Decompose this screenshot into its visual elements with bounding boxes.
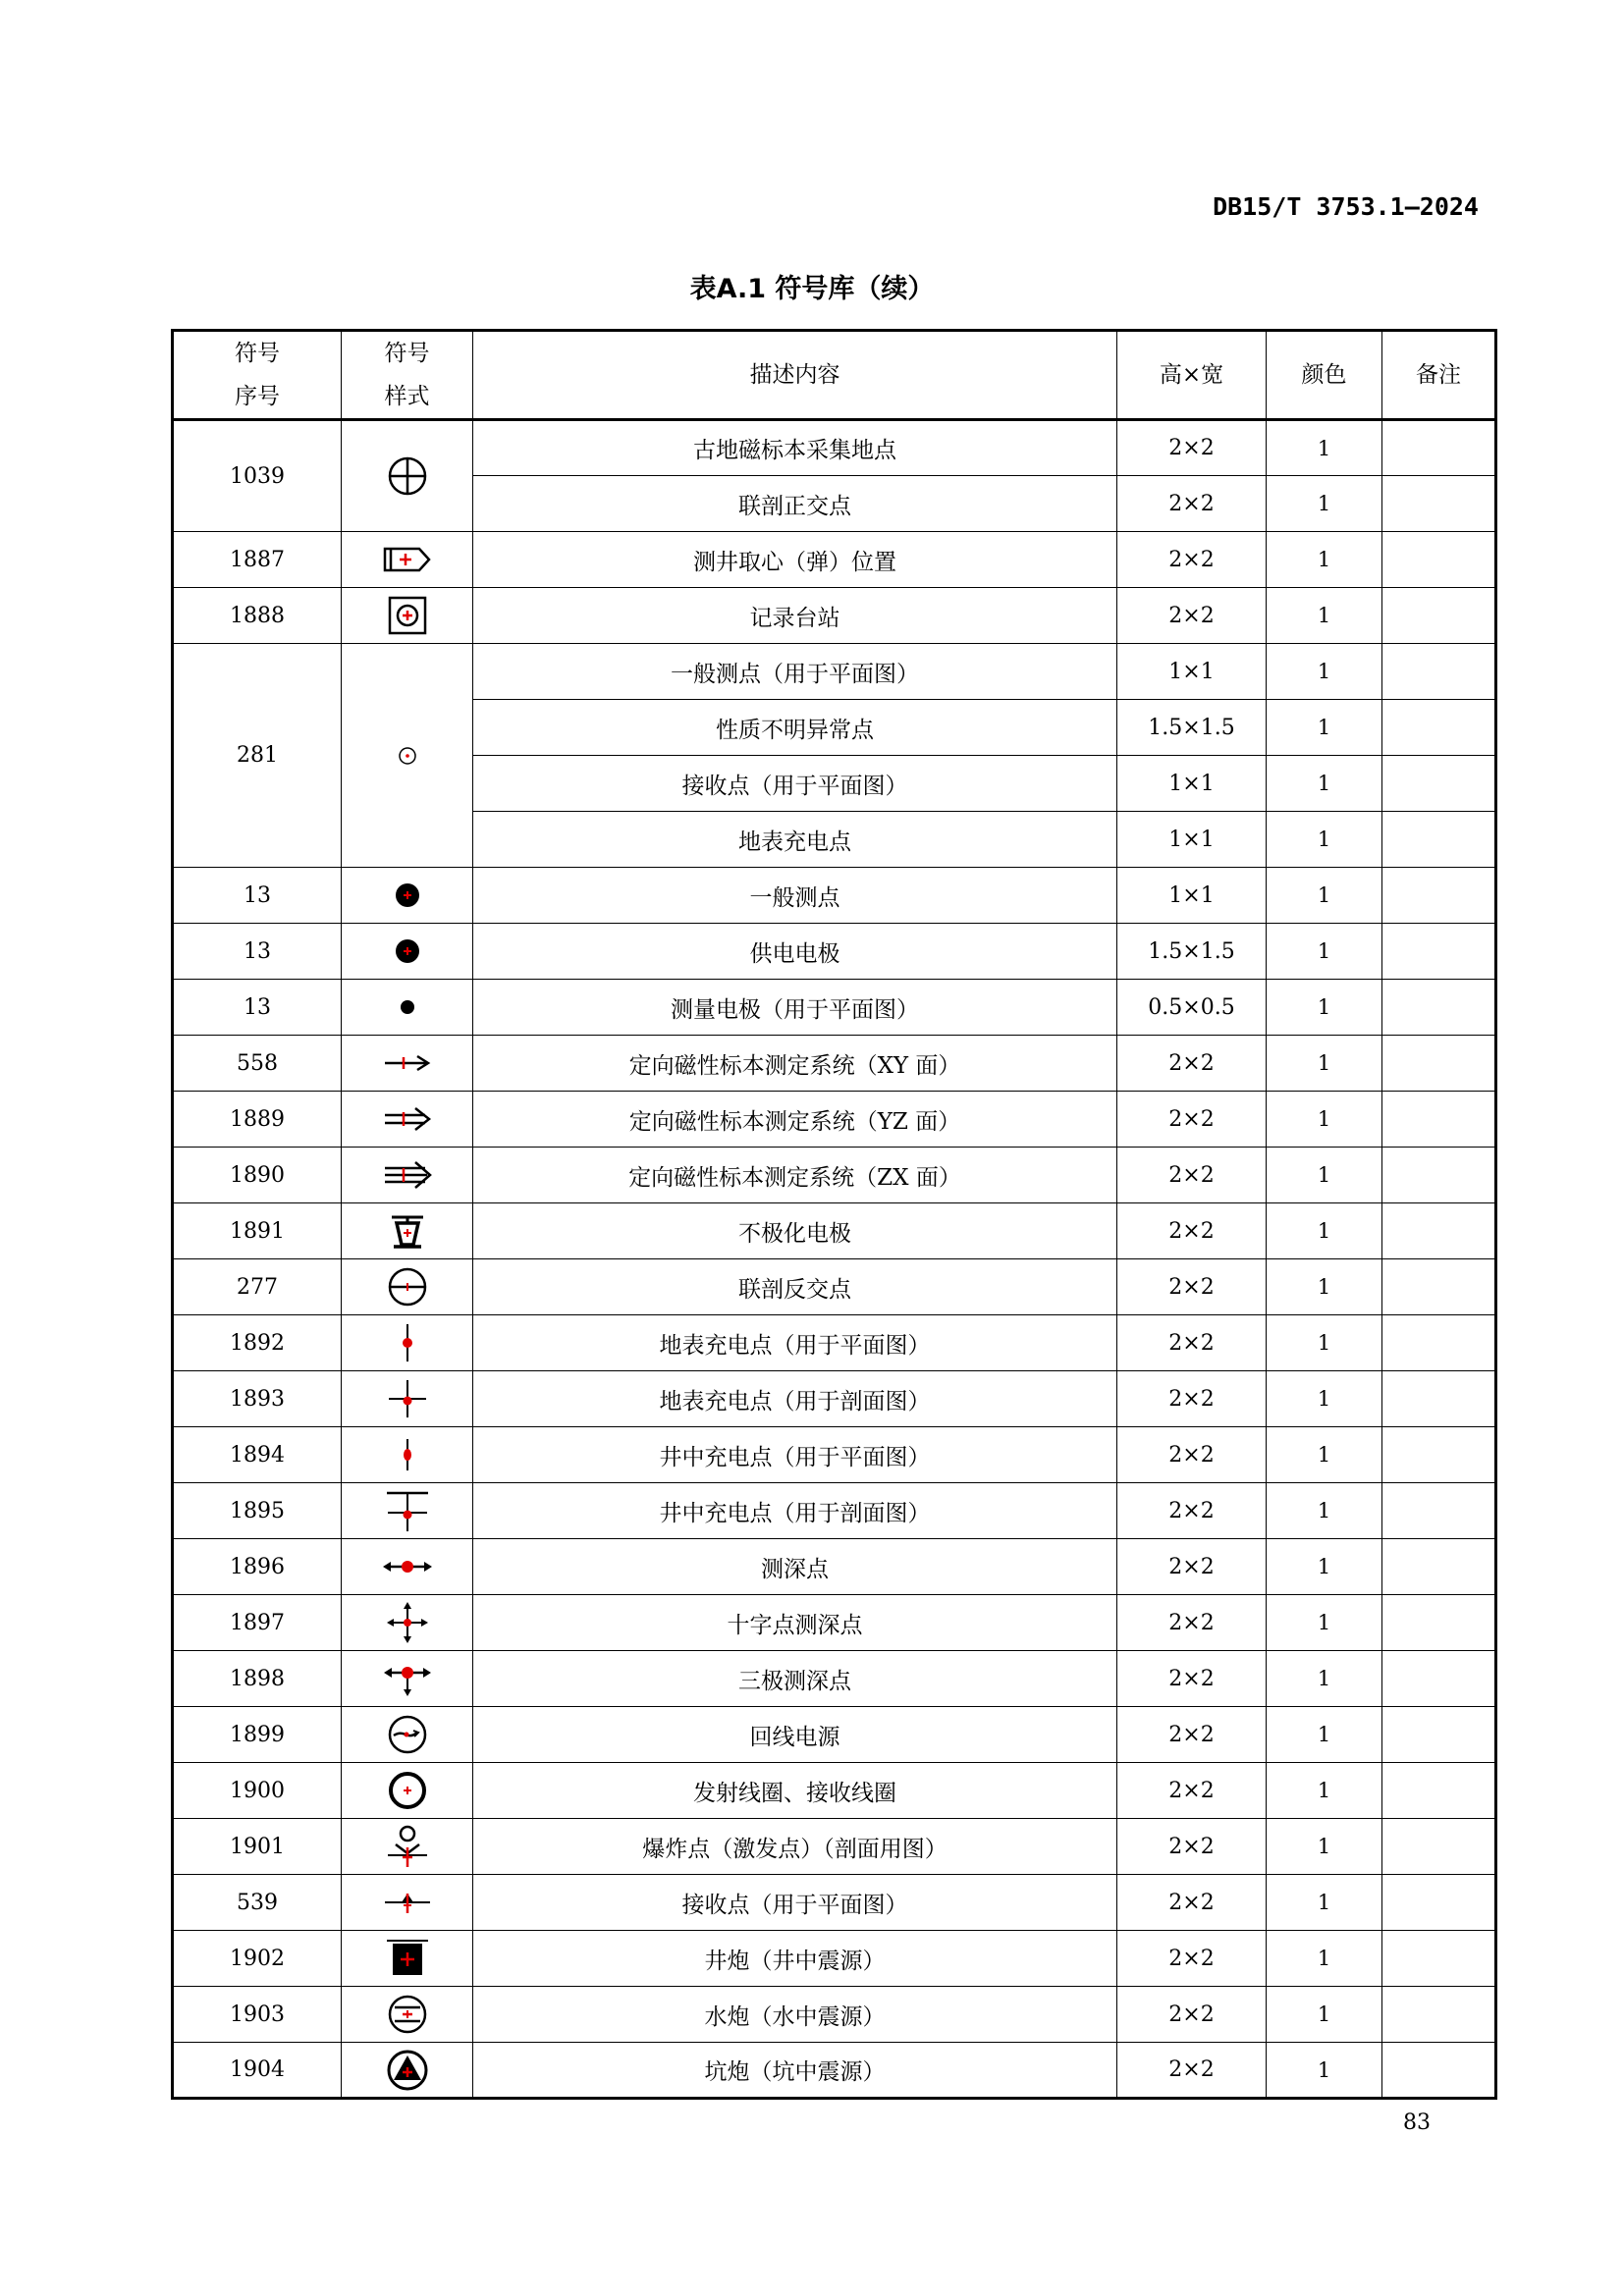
page-number: 83 bbox=[1403, 2110, 1431, 2135]
recording-station-icon bbox=[387, 595, 428, 636]
document-code: DB15/T 3753.1—2024 bbox=[1213, 192, 1479, 221]
description: 地表充电点（用于平面图） bbox=[473, 1315, 1117, 1371]
size: 2×2 bbox=[1117, 1987, 1267, 2043]
table-row bbox=[173, 1651, 1496, 1707]
size: 2×2 bbox=[1117, 420, 1267, 476]
symbol-number: 1888 bbox=[173, 588, 342, 644]
header-symbol-style: 符号 样式 bbox=[342, 331, 473, 420]
note bbox=[1382, 532, 1496, 588]
size: 2×2 bbox=[1117, 1203, 1267, 1259]
size: 1.5×1.5 bbox=[1117, 924, 1267, 980]
color-code: 1 bbox=[1267, 1595, 1382, 1651]
note bbox=[1382, 476, 1496, 532]
table-title: 表A.1 符号库（续） bbox=[689, 274, 935, 304]
size: 1×1 bbox=[1117, 812, 1267, 868]
description: 供电电极 bbox=[473, 924, 1117, 980]
symbol-style-cell bbox=[342, 1148, 473, 1203]
color-code: 1 bbox=[1267, 1203, 1382, 1259]
note bbox=[1382, 1036, 1496, 1092]
description: 井中充电点（用于平面图） bbox=[473, 1427, 1117, 1483]
symbol-style-cell bbox=[342, 420, 473, 532]
symbol-number: 1887 bbox=[173, 532, 342, 588]
core-orientation-icon bbox=[382, 545, 433, 574]
color-code: 1 bbox=[1267, 1092, 1382, 1148]
note bbox=[1382, 1595, 1496, 1651]
explosion-point-icon bbox=[384, 1824, 431, 1869]
symbol-style-cell bbox=[342, 1036, 473, 1092]
description: 地表充电点 bbox=[473, 812, 1117, 868]
table-row bbox=[173, 868, 1496, 924]
symbol-number: 281 bbox=[173, 644, 342, 868]
color-code: 1 bbox=[1267, 1259, 1382, 1315]
note bbox=[1382, 1707, 1496, 1763]
sounding-point-icon bbox=[381, 1556, 434, 1577]
small-filled-dot-icon bbox=[398, 997, 417, 1017]
table-row bbox=[173, 1987, 1496, 2043]
single-arrow-icon bbox=[382, 1051, 433, 1075]
size: 0.5×0.5 bbox=[1117, 980, 1267, 1036]
note bbox=[1382, 1987, 1496, 2043]
description: 发射线圈、接收线圈 bbox=[473, 1763, 1117, 1819]
symbol-number: 1891 bbox=[173, 1203, 342, 1259]
loop-source-icon bbox=[386, 1713, 429, 1756]
symbol-style-cell bbox=[342, 1595, 473, 1651]
header-color: 颜色 bbox=[1267, 331, 1382, 420]
symbol-style-cell bbox=[342, 1819, 473, 1875]
symbol-number: 558 bbox=[173, 1036, 342, 1092]
table-row bbox=[173, 1371, 1496, 1427]
symbol-number: 1902 bbox=[173, 1931, 342, 1987]
symbol-style-cell bbox=[342, 1259, 473, 1315]
description: 水炮（水中震源） bbox=[473, 1987, 1117, 2043]
symbol-style-cell bbox=[342, 532, 473, 588]
symbol-style-cell bbox=[342, 1092, 473, 1148]
header-symbol-number: 符号 序号 bbox=[173, 331, 342, 420]
symbol-style-cell bbox=[342, 1539, 473, 1595]
description: 地表充电点（用于剖面图） bbox=[473, 1371, 1117, 1427]
description: 古地磁标本采集地点 bbox=[473, 420, 1117, 476]
symbol-style-cell bbox=[342, 588, 473, 644]
size: 2×2 bbox=[1117, 2043, 1267, 2099]
color-code: 1 bbox=[1267, 1427, 1382, 1483]
table-row bbox=[173, 924, 1496, 980]
description: 测量电极（用于平面图） bbox=[473, 980, 1117, 1036]
note bbox=[1382, 420, 1496, 476]
description: 性质不明异常点 bbox=[473, 700, 1117, 756]
table-row bbox=[173, 1875, 1496, 1931]
vertical-charge-point-icon bbox=[398, 1321, 417, 1364]
color-code: 1 bbox=[1267, 1371, 1382, 1427]
symbol-number: 1890 bbox=[173, 1148, 342, 1203]
size: 2×2 bbox=[1117, 1763, 1267, 1819]
size: 2×2 bbox=[1117, 588, 1267, 644]
description: 定向磁性标本测定系统（XY 面） bbox=[473, 1036, 1117, 1092]
table-row bbox=[173, 1483, 1496, 1539]
description: 爆炸点（激发点）（剖面用图） bbox=[473, 1819, 1117, 1875]
tripole-sounding-icon bbox=[382, 1659, 433, 1698]
symbol-number: 1039 bbox=[173, 420, 342, 532]
note bbox=[1382, 1203, 1496, 1259]
header-description: 描述内容 bbox=[473, 331, 1117, 420]
note bbox=[1382, 980, 1496, 1036]
size: 2×2 bbox=[1117, 1483, 1267, 1539]
color-code: 1 bbox=[1267, 1651, 1382, 1707]
cross-charge-point-icon bbox=[386, 1377, 429, 1420]
note bbox=[1382, 1371, 1496, 1427]
size: 2×2 bbox=[1117, 1595, 1267, 1651]
header-note: 备注 bbox=[1382, 331, 1496, 420]
table-row bbox=[173, 644, 1496, 700]
note bbox=[1382, 644, 1496, 700]
color-code: 1 bbox=[1267, 1819, 1382, 1875]
size: 2×2 bbox=[1117, 1259, 1267, 1315]
size: 2×2 bbox=[1117, 1092, 1267, 1148]
description: 接收点（用于平面图） bbox=[473, 1875, 1117, 1931]
filled-dot-icon bbox=[393, 936, 422, 966]
well-charge-plan-icon bbox=[398, 1435, 417, 1474]
pit-shot-icon bbox=[385, 2048, 430, 2093]
note bbox=[1382, 1931, 1496, 1987]
note bbox=[1382, 1651, 1496, 1707]
description: 回线电源 bbox=[473, 1707, 1117, 1763]
symbol-number: 13 bbox=[173, 980, 342, 1036]
color-code: 1 bbox=[1267, 1483, 1382, 1539]
circle-horizontal-line-icon bbox=[386, 1265, 429, 1308]
size: 2×2 bbox=[1117, 1427, 1267, 1483]
symbol-style-cell bbox=[342, 868, 473, 924]
size: 2×2 bbox=[1117, 532, 1267, 588]
symbol-style-cell bbox=[342, 1315, 473, 1371]
well-shot-icon bbox=[385, 1937, 430, 1980]
symbol-number: 1893 bbox=[173, 1371, 342, 1427]
symbol-number: 13 bbox=[173, 868, 342, 924]
coil-icon bbox=[386, 1769, 429, 1812]
table-row bbox=[173, 1427, 1496, 1483]
note bbox=[1382, 1427, 1496, 1483]
symbol-style-cell bbox=[342, 1203, 473, 1259]
note bbox=[1382, 1259, 1496, 1315]
note bbox=[1382, 1092, 1496, 1148]
size: 2×2 bbox=[1117, 1875, 1267, 1931]
color-code: 1 bbox=[1267, 812, 1382, 868]
table-row bbox=[173, 1148, 1496, 1203]
symbol-number: 1894 bbox=[173, 1427, 342, 1483]
symbol-number: 1904 bbox=[173, 2043, 342, 2099]
color-code: 1 bbox=[1267, 644, 1382, 700]
description: 定向磁性标本测定系统（ZX 面） bbox=[473, 1148, 1117, 1203]
symbol-number: 1895 bbox=[173, 1483, 342, 1539]
note bbox=[1382, 812, 1496, 868]
note bbox=[1382, 1483, 1496, 1539]
description: 不极化电极 bbox=[473, 1203, 1117, 1259]
size: 2×2 bbox=[1117, 1707, 1267, 1763]
description: 坑炮（坑中震源） bbox=[473, 2043, 1117, 2099]
table-row bbox=[173, 1036, 1496, 1092]
table-row bbox=[173, 1203, 1496, 1259]
table-row bbox=[173, 2043, 1496, 2099]
receiver-point-icon bbox=[382, 1888, 433, 1917]
table-row bbox=[173, 532, 1496, 588]
table-row bbox=[173, 420, 1496, 476]
symbol-number: 13 bbox=[173, 924, 342, 980]
symbol-number: 1897 bbox=[173, 1595, 342, 1651]
symbol-number: 1903 bbox=[173, 1987, 342, 2043]
note bbox=[1382, 588, 1496, 644]
color-code: 1 bbox=[1267, 700, 1382, 756]
symbol-style-cell bbox=[342, 1651, 473, 1707]
description: 定向磁性标本测定系统（YZ 面） bbox=[473, 1092, 1117, 1148]
color-code: 1 bbox=[1267, 1036, 1382, 1092]
symbol-style-cell bbox=[342, 924, 473, 980]
small-dot-circle-icon bbox=[396, 744, 419, 768]
size: 2×2 bbox=[1117, 476, 1267, 532]
size: 2×2 bbox=[1117, 1315, 1267, 1371]
symbol-style-cell bbox=[342, 1707, 473, 1763]
table-row bbox=[173, 1763, 1496, 1819]
triple-arrow-icon bbox=[382, 1160, 433, 1190]
color-code: 1 bbox=[1267, 476, 1382, 532]
symbol-style-cell bbox=[342, 2043, 473, 2099]
description: 一般测点 bbox=[473, 868, 1117, 924]
note bbox=[1382, 1539, 1496, 1595]
color-code: 1 bbox=[1267, 1875, 1382, 1931]
description: 一般测点（用于平面图） bbox=[473, 644, 1117, 700]
symbol-style-cell bbox=[342, 1875, 473, 1931]
description: 三极测深点 bbox=[473, 1651, 1117, 1707]
note bbox=[1382, 1875, 1496, 1931]
cross-sounding-point-icon bbox=[385, 1600, 430, 1645]
note bbox=[1382, 868, 1496, 924]
color-code: 1 bbox=[1267, 2043, 1382, 2099]
color-code: 1 bbox=[1267, 1987, 1382, 2043]
description: 接收点（用于平面图） bbox=[473, 756, 1117, 812]
symbol-number: 1892 bbox=[173, 1315, 342, 1371]
size: 2×2 bbox=[1117, 1539, 1267, 1595]
note bbox=[1382, 1763, 1496, 1819]
symbol-number: 1898 bbox=[173, 1651, 342, 1707]
symbol-number: 539 bbox=[173, 1875, 342, 1931]
table-row bbox=[173, 1707, 1496, 1763]
table-header-row bbox=[173, 331, 1496, 420]
table-row bbox=[173, 588, 1496, 644]
description: 联剖正交点 bbox=[473, 476, 1117, 532]
size: 2×2 bbox=[1117, 1931, 1267, 1987]
description: 联剖反交点 bbox=[473, 1259, 1117, 1315]
color-code: 1 bbox=[1267, 1148, 1382, 1203]
color-code: 1 bbox=[1267, 756, 1382, 812]
size: 2×2 bbox=[1117, 1819, 1267, 1875]
table-row bbox=[173, 1259, 1496, 1315]
description: 测井取心（弹）位置 bbox=[473, 532, 1117, 588]
circle-crosshair-icon bbox=[386, 454, 429, 498]
note bbox=[1382, 1148, 1496, 1203]
symbol-library-table bbox=[171, 329, 1497, 2100]
color-code: 1 bbox=[1267, 1707, 1382, 1763]
header-size: 高×宽 bbox=[1117, 331, 1267, 420]
symbol-number: 1889 bbox=[173, 1092, 342, 1148]
double-arrow-icon bbox=[382, 1105, 433, 1133]
color-code: 1 bbox=[1267, 924, 1382, 980]
symbol-style-cell bbox=[342, 1483, 473, 1539]
symbol-number: 1899 bbox=[173, 1707, 342, 1763]
well-charge-section-icon bbox=[384, 1488, 431, 1533]
symbol-style-cell bbox=[342, 1987, 473, 2043]
size: 2×2 bbox=[1117, 1036, 1267, 1092]
table-row bbox=[173, 1092, 1496, 1148]
description: 测深点 bbox=[473, 1539, 1117, 1595]
description: 井炮（井中震源） bbox=[473, 1931, 1117, 1987]
color-code: 1 bbox=[1267, 980, 1382, 1036]
symbol-number: 277 bbox=[173, 1259, 342, 1315]
note bbox=[1382, 1819, 1496, 1875]
filled-dot-icon bbox=[393, 881, 422, 910]
note bbox=[1382, 2043, 1496, 2099]
symbol-style-cell bbox=[342, 1931, 473, 1987]
symbol-number: 1896 bbox=[173, 1539, 342, 1595]
water-shot-icon bbox=[386, 1993, 429, 2036]
table-row bbox=[173, 1819, 1496, 1875]
description: 记录台站 bbox=[473, 588, 1117, 644]
color-code: 1 bbox=[1267, 588, 1382, 644]
size: 1×1 bbox=[1117, 644, 1267, 700]
symbol-number: 1900 bbox=[173, 1763, 342, 1819]
symbol-number: 1901 bbox=[173, 1819, 342, 1875]
color-code: 1 bbox=[1267, 868, 1382, 924]
note bbox=[1382, 756, 1496, 812]
table-row bbox=[173, 1315, 1496, 1371]
size: 1×1 bbox=[1117, 756, 1267, 812]
size: 2×2 bbox=[1117, 1371, 1267, 1427]
color-code: 1 bbox=[1267, 1539, 1382, 1595]
symbol-style-cell bbox=[342, 644, 473, 868]
size: 1×1 bbox=[1117, 868, 1267, 924]
description: 十字点测深点 bbox=[473, 1595, 1117, 1651]
color-code: 1 bbox=[1267, 1931, 1382, 1987]
color-code: 1 bbox=[1267, 420, 1382, 476]
size: 1.5×1.5 bbox=[1117, 700, 1267, 756]
symbol-style-cell bbox=[342, 980, 473, 1036]
description: 井中充电点（用于剖面图） bbox=[473, 1483, 1117, 1539]
color-code: 1 bbox=[1267, 532, 1382, 588]
table-row bbox=[173, 1931, 1496, 1987]
table-row bbox=[173, 980, 1496, 1036]
size: 2×2 bbox=[1117, 1651, 1267, 1707]
color-code: 1 bbox=[1267, 1763, 1382, 1819]
table-row bbox=[173, 1595, 1496, 1651]
color-code: 1 bbox=[1267, 1315, 1382, 1371]
symbol-style-cell bbox=[342, 1763, 473, 1819]
non-polarizing-electrode-icon bbox=[388, 1211, 427, 1251]
note bbox=[1382, 1315, 1496, 1371]
symbol-style-cell bbox=[342, 1427, 473, 1483]
note bbox=[1382, 924, 1496, 980]
symbol-style-cell bbox=[342, 1371, 473, 1427]
table-row bbox=[173, 1539, 1496, 1595]
size: 2×2 bbox=[1117, 1148, 1267, 1203]
note bbox=[1382, 700, 1496, 756]
